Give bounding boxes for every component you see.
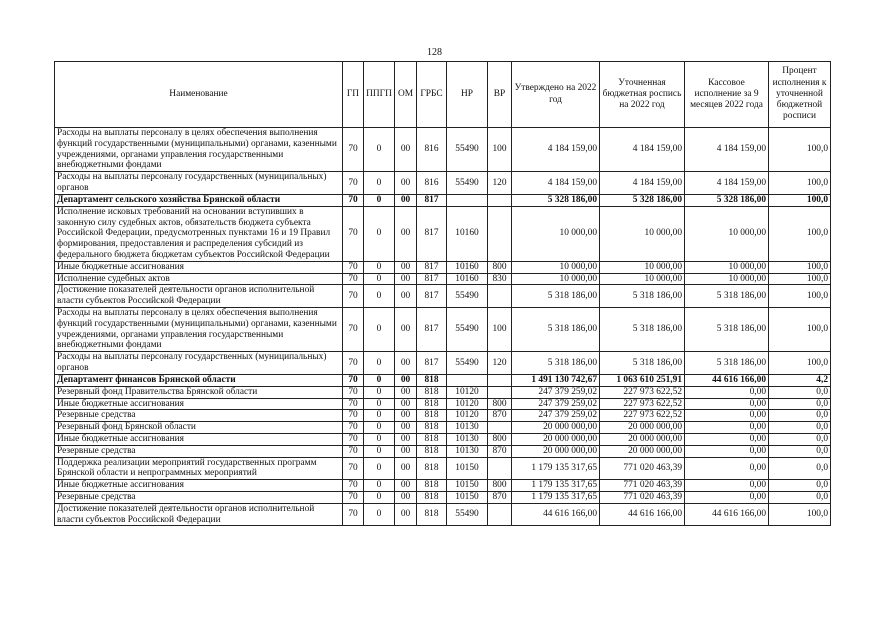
cell-percent: 0,0 (769, 398, 831, 410)
cell-ppgp: 0 (364, 480, 395, 492)
cell-approved: 1 179 135 317,65 (512, 492, 600, 504)
cell-percent: 0,0 (769, 422, 831, 434)
cell-grbs: 817 (417, 352, 447, 375)
cell-cash: 44 616 166,00 (685, 374, 769, 386)
cell-vr: 120 (488, 172, 512, 195)
cell-vr (488, 386, 512, 398)
cell-approved: 1 179 135 317,65 (512, 480, 600, 492)
cell-om: 00 (395, 374, 417, 386)
cell-refined: 5 318 186,00 (600, 308, 685, 352)
cell-vr: 120 (488, 352, 512, 375)
cell-cash: 0,00 (685, 422, 769, 434)
cell-approved: 10 000,00 (512, 261, 600, 273)
cell-name: Расходы на выплаты персоналу государственных (муниципальных) органов (55, 352, 343, 375)
table-row (55, 410, 831, 422)
cell-gp: 70 (343, 480, 364, 492)
cell-vr (488, 503, 512, 526)
cell-om: 00 (395, 273, 417, 285)
cell-refined: 20 000 000,00 (600, 445, 685, 457)
cell-om: 00 (395, 398, 417, 410)
cell-om: 00 (395, 503, 417, 526)
table-row (55, 128, 831, 172)
cell-np: 10130 (447, 445, 488, 457)
table-row (55, 492, 831, 504)
cell-vr (488, 194, 512, 206)
cell-percent: 0,0 (769, 445, 831, 457)
cell-grbs: 818 (417, 433, 447, 445)
cell-grbs: 818 (417, 422, 447, 434)
cell-ppgp: 0 (364, 273, 395, 285)
cell-gp: 70 (343, 410, 364, 422)
cell-gp: 70 (343, 492, 364, 504)
cell-cash: 0,00 (685, 386, 769, 398)
cell-om: 00 (395, 422, 417, 434)
cell-grbs: 818 (417, 386, 447, 398)
cell-cash: 10 000,00 (685, 273, 769, 285)
cell-ppgp: 0 (364, 433, 395, 445)
cell-refined: 20 000 000,00 (600, 422, 685, 434)
cell-ppgp: 0 (364, 457, 395, 480)
cell-ppgp: 0 (364, 206, 395, 261)
cell-grbs: 818 (417, 492, 447, 504)
cell-vr: 870 (488, 492, 512, 504)
cell-name: Достижение показателей деятельности органов исполнительной власти субъектов Российской Федерации (55, 285, 343, 308)
cell-np: 10130 (447, 433, 488, 445)
cell-refined: 5 318 186,00 (600, 285, 685, 308)
cell-vr: 800 (488, 261, 512, 273)
cell-vr: 800 (488, 480, 512, 492)
cell-vr (488, 422, 512, 434)
cell-refined: 10 000,00 (600, 206, 685, 261)
cell-om: 00 (395, 172, 417, 195)
table-row (55, 374, 831, 386)
cell-om: 00 (395, 261, 417, 273)
cell-name: Резервный фонд Правительства Брянской области (55, 386, 343, 398)
cell-percent: 0,0 (769, 410, 831, 422)
cell-om: 00 (395, 410, 417, 422)
cell-vr: 870 (488, 410, 512, 422)
cell-name: Иные бюджетные ассигнования (55, 398, 343, 410)
cell-cash: 0,00 (685, 410, 769, 422)
table-row (55, 194, 831, 206)
cell-refined: 227 973 622,52 (600, 386, 685, 398)
cell-name: Расходы на выплаты персоналу в целях обеспечения выполнения функций государственными (муниципальными) органами, казенными учреждениями, органами управления государственными внебюджетными фондами (55, 128, 343, 172)
cell-grbs: 817 (417, 273, 447, 285)
cell-vr: 100 (488, 128, 512, 172)
table-row (55, 172, 831, 195)
cell-grbs: 817 (417, 285, 447, 308)
cell-ppgp: 0 (364, 128, 395, 172)
header-approved: Утверждено на 2022 год (512, 62, 600, 128)
cell-name: Расходы на выплаты персоналу государственных (муниципальных) органов (55, 172, 343, 195)
cell-refined: 227 973 622,52 (600, 410, 685, 422)
cell-percent: 100,0 (769, 206, 831, 261)
cell-refined: 227 973 622,52 (600, 398, 685, 410)
cell-grbs: 818 (417, 410, 447, 422)
cell-refined: 4 184 159,00 (600, 172, 685, 195)
cell-percent: 0,0 (769, 480, 831, 492)
cell-vr: 100 (488, 308, 512, 352)
cell-ppgp: 0 (364, 308, 395, 352)
cell-name: Иные бюджетные ассигнования (55, 433, 343, 445)
cell-approved: 20 000 000,00 (512, 445, 600, 457)
cell-vr: 870 (488, 445, 512, 457)
cell-np: 10120 (447, 386, 488, 398)
cell-refined: 20 000 000,00 (600, 433, 685, 445)
cell-grbs: 817 (417, 261, 447, 273)
cell-cash: 10 000,00 (685, 206, 769, 261)
cell-gp: 70 (343, 445, 364, 457)
table-row (55, 433, 831, 445)
table-row (55, 206, 831, 261)
cell-om: 00 (395, 194, 417, 206)
cell-name: Исполнение исковых требований на основании вступивших в законную силу судебных актов, обязательств бюджета субъекта Российской Федерации, предусмотренных пунктами 16 и 19 Правил формирования, предоставления и распределения субсидий из федерального бюджета бюджетам субъектов Российской Федерации (55, 206, 343, 261)
cell-refined: 4 184 159,00 (600, 128, 685, 172)
cell-vr (488, 285, 512, 308)
cell-approved: 20 000 000,00 (512, 433, 600, 445)
cell-percent: 0,0 (769, 386, 831, 398)
cell-om: 00 (395, 308, 417, 352)
cell-vr: 830 (488, 273, 512, 285)
cell-om: 00 (395, 433, 417, 445)
cell-np: 55490 (447, 352, 488, 375)
cell-name: Резервный фонд Брянской области (55, 422, 343, 434)
table-row (55, 503, 831, 526)
cell-name: Поддержка реализации мероприятий государственных программ Брянской области и непрограммных мероприятий (55, 457, 343, 480)
cell-gp: 70 (343, 194, 364, 206)
cell-ppgp: 0 (364, 492, 395, 504)
cell-approved: 20 000 000,00 (512, 422, 600, 434)
cell-refined: 771 020 463,39 (600, 492, 685, 504)
table-row (55, 285, 831, 308)
cell-approved: 5 328 186,00 (512, 194, 600, 206)
cell-approved: 247 379 259,02 (512, 386, 600, 398)
cell-om: 00 (395, 285, 417, 308)
cell-cash: 0,00 (685, 398, 769, 410)
cell-name: Иные бюджетные ассигнования (55, 261, 343, 273)
cell-grbs: 818 (417, 398, 447, 410)
cell-np: 10130 (447, 422, 488, 434)
cell-name: Резервные средства (55, 410, 343, 422)
cell-name: Резервные средства (55, 445, 343, 457)
cell-percent: 100,0 (769, 285, 831, 308)
cell-gp: 70 (343, 128, 364, 172)
cell-gp: 70 (343, 285, 364, 308)
cell-approved: 44 616 166,00 (512, 503, 600, 526)
header-percent: Процент исполнения к уточненной бюджетной росписи (769, 62, 831, 128)
cell-gp: 70 (343, 261, 364, 273)
cell-gp: 70 (343, 172, 364, 195)
cell-refined: 10 000,00 (600, 261, 685, 273)
page-number: 128 (427, 47, 442, 58)
cell-grbs: 818 (417, 445, 447, 457)
header-refined: Уточненная бюджетная роспись на 2022 год (600, 62, 685, 128)
cell-cash: 0,00 (685, 445, 769, 457)
table-header (55, 62, 831, 128)
cell-ppgp: 0 (364, 352, 395, 375)
cell-refined: 10 000,00 (600, 273, 685, 285)
cell-gp: 70 (343, 273, 364, 285)
cell-np: 55490 (447, 308, 488, 352)
cell-name: Исполнение судебных актов (55, 273, 343, 285)
table-row (55, 480, 831, 492)
cell-approved: 1 179 135 317,65 (512, 457, 600, 480)
cell-percent: 100,0 (769, 273, 831, 285)
cell-refined: 771 020 463,39 (600, 480, 685, 492)
cell-gp: 70 (343, 374, 364, 386)
cell-approved: 10 000,00 (512, 273, 600, 285)
cell-approved: 247 379 259,02 (512, 398, 600, 410)
cell-np: 10160 (447, 261, 488, 273)
cell-name: Департамент финансов Брянской области (55, 374, 343, 386)
cell-percent: 100,0 (769, 172, 831, 195)
cell-gp: 70 (343, 503, 364, 526)
cell-om: 00 (395, 445, 417, 457)
cell-percent: 100,0 (769, 128, 831, 172)
cell-ppgp: 0 (364, 172, 395, 195)
cell-vr (488, 374, 512, 386)
cell-approved: 5 318 186,00 (512, 285, 600, 308)
cell-approved: 4 184 159,00 (512, 172, 600, 195)
cell-grbs: 818 (417, 503, 447, 526)
cell-percent: 4,2 (769, 374, 831, 386)
cell-percent: 0,0 (769, 492, 831, 504)
cell-gp: 70 (343, 308, 364, 352)
cell-gp: 70 (343, 352, 364, 375)
cell-cash: 44 616 166,00 (685, 503, 769, 526)
table-body (55, 128, 831, 526)
cell-gp: 70 (343, 457, 364, 480)
cell-np: 10150 (447, 492, 488, 504)
cell-percent: 100,0 (769, 503, 831, 526)
cell-gp: 70 (343, 206, 364, 261)
cell-name: Расходы на выплаты персоналу в целях обеспечения выполнения функций государственными (муниципальными) органами, казенными учреждениями, органами управления государственными внебюджетными фондами (55, 308, 343, 352)
cell-ppgp: 0 (364, 386, 395, 398)
cell-refined: 44 616 166,00 (600, 503, 685, 526)
cell-ppgp: 0 (364, 398, 395, 410)
header-np: НР (447, 62, 488, 128)
cell-np: 55490 (447, 128, 488, 172)
cell-approved: 5 318 186,00 (512, 352, 600, 375)
cell-om: 00 (395, 352, 417, 375)
cell-np: 55490 (447, 503, 488, 526)
cell-vr: 800 (488, 433, 512, 445)
header-name: Наименование (55, 62, 343, 128)
table-row (55, 308, 831, 352)
cell-refined: 5 328 186,00 (600, 194, 685, 206)
cell-np (447, 374, 488, 386)
cell-om: 00 (395, 492, 417, 504)
cell-name: Иные бюджетные ассигнования (55, 480, 343, 492)
cell-cash: 10 000,00 (685, 261, 769, 273)
cell-refined: 771 020 463,39 (600, 457, 685, 480)
cell-percent: 100,0 (769, 194, 831, 206)
cell-percent: 0,0 (769, 433, 831, 445)
cell-percent: 100,0 (769, 352, 831, 375)
cell-cash: 4 184 159,00 (685, 128, 769, 172)
cell-vr (488, 457, 512, 480)
header-om: ОМ (395, 62, 417, 128)
cell-ppgp: 0 (364, 445, 395, 457)
cell-ppgp: 0 (364, 410, 395, 422)
cell-cash: 0,00 (685, 433, 769, 445)
cell-percent: 100,0 (769, 261, 831, 273)
table-row (55, 422, 831, 434)
cell-np: 10150 (447, 457, 488, 480)
cell-cash: 0,00 (685, 457, 769, 480)
cell-om: 00 (395, 386, 417, 398)
table-row (55, 398, 831, 410)
cell-vr (488, 206, 512, 261)
cell-grbs: 817 (417, 194, 447, 206)
header-ppgp: ППГП (364, 62, 395, 128)
cell-cash: 5 318 186,00 (685, 308, 769, 352)
cell-grbs: 817 (417, 308, 447, 352)
cell-ppgp: 0 (364, 261, 395, 273)
cell-om: 00 (395, 480, 417, 492)
cell-om: 00 (395, 457, 417, 480)
cell-cash: 5 318 186,00 (685, 352, 769, 375)
cell-np (447, 194, 488, 206)
cell-np: 10120 (447, 410, 488, 422)
cell-gp: 70 (343, 433, 364, 445)
cell-grbs: 818 (417, 457, 447, 480)
cell-np: 10160 (447, 273, 488, 285)
cell-gp: 70 (343, 386, 364, 398)
cell-name: Департамент сельского хозяйства Брянской области (55, 194, 343, 206)
cell-grbs: 818 (417, 374, 447, 386)
cell-percent: 0,0 (769, 457, 831, 480)
cell-approved: 1 491 130 742,67 (512, 374, 600, 386)
table-row (55, 457, 831, 480)
cell-refined: 5 318 186,00 (600, 352, 685, 375)
cell-om: 00 (395, 206, 417, 261)
budget-table (54, 61, 831, 526)
cell-np: 10120 (447, 398, 488, 410)
cell-np: 10160 (447, 206, 488, 261)
cell-ppgp: 0 (364, 503, 395, 526)
header-grbs: ГРБС (417, 62, 447, 128)
cell-approved: 4 184 159,00 (512, 128, 600, 172)
cell-ppgp: 0 (364, 422, 395, 434)
header-gp: ГП (343, 62, 364, 128)
cell-grbs: 818 (417, 480, 447, 492)
cell-cash: 5 328 186,00 (685, 194, 769, 206)
cell-ppgp: 0 (364, 194, 395, 206)
table-row (55, 273, 831, 285)
cell-vr: 800 (488, 398, 512, 410)
cell-ppgp: 0 (364, 285, 395, 308)
cell-approved: 5 318 186,00 (512, 308, 600, 352)
cell-gp: 70 (343, 422, 364, 434)
cell-cash: 0,00 (685, 492, 769, 504)
table-row (55, 261, 831, 273)
table-row (55, 445, 831, 457)
cell-om: 00 (395, 128, 417, 172)
cell-ppgp: 0 (364, 374, 395, 386)
cell-np: 55490 (447, 172, 488, 195)
cell-grbs: 816 (417, 128, 447, 172)
cell-np: 55490 (447, 285, 488, 308)
cell-approved: 10 000,00 (512, 206, 600, 261)
cell-percent: 100,0 (769, 308, 831, 352)
table-row (55, 352, 831, 375)
cell-name: Резервные средства (55, 492, 343, 504)
cell-grbs: 816 (417, 172, 447, 195)
cell-cash: 5 318 186,00 (685, 285, 769, 308)
table-row (55, 386, 831, 398)
cell-approved: 247 379 259,02 (512, 410, 600, 422)
cell-cash: 4 184 159,00 (685, 172, 769, 195)
header-vr: ВР (488, 62, 512, 128)
cell-gp: 70 (343, 398, 364, 410)
cell-grbs: 817 (417, 206, 447, 261)
cell-name: Достижение показателей деятельности органов исполнительной власти субъектов Российской Федерации (55, 503, 343, 526)
cell-cash: 0,00 (685, 480, 769, 492)
cell-np: 10150 (447, 480, 488, 492)
header-cash: Кассовое исполнение за 9 месяцев 2022 года (685, 62, 769, 128)
cell-refined: 1 063 610 251,91 (600, 374, 685, 386)
